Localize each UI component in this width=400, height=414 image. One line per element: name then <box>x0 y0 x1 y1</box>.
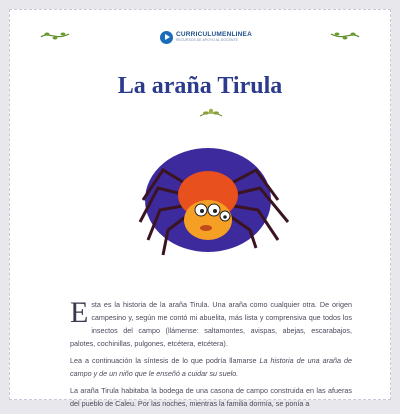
drop-cap: E <box>70 296 89 329</box>
paragraph-2-text: Lea a continuación la síntesis de lo que podría llamarse <box>70 356 260 365</box>
leaf-ornament-icon <box>198 108 224 120</box>
story-body <box>70 298 352 414</box>
paragraph-1-text: sta es la historia de la araña Tirula. Una araña como cualquier otra. De origen campesino y, según me contó mi abuelita, más lista y comprensiva que todos los insectos del campo (llámense: saltamontes, avispas, abejas, escarabajos, palotes, cochinillas, pulgones, etcétera, etcétera). <box>70 300 352 348</box>
paragraph-2-italic: La historia de una araña de campo y de un niño que le enseñó a cuidar su suelo. <box>70 356 352 378</box>
document-page <box>9 9 391 408</box>
play-logo-icon <box>160 31 173 44</box>
story-title: La araña Tirula <box>117 73 283 99</box>
story-paragraph-2 <box>70 354 352 380</box>
logo-sub-text: RECURSOS DE APOYO AL DOCENTE <box>176 38 238 42</box>
logo-main-text: CURRICULUMENLINEA <box>176 30 252 38</box>
story-paragraph-1 <box>70 298 352 350</box>
vine-ornament-right-icon <box>330 29 360 43</box>
vine-ornament-left-icon <box>40 29 70 43</box>
curriculum-logo[interactable] <box>160 27 252 47</box>
spider-illustration <box>128 140 308 270</box>
story-paragraph-3: La araña Tirula habitaba la bodega de una casona de campo construida en las afueras del pueblo de Caleu. Por las noches, mientras la familia dormía, se ponía a <box>70 386 352 408</box>
